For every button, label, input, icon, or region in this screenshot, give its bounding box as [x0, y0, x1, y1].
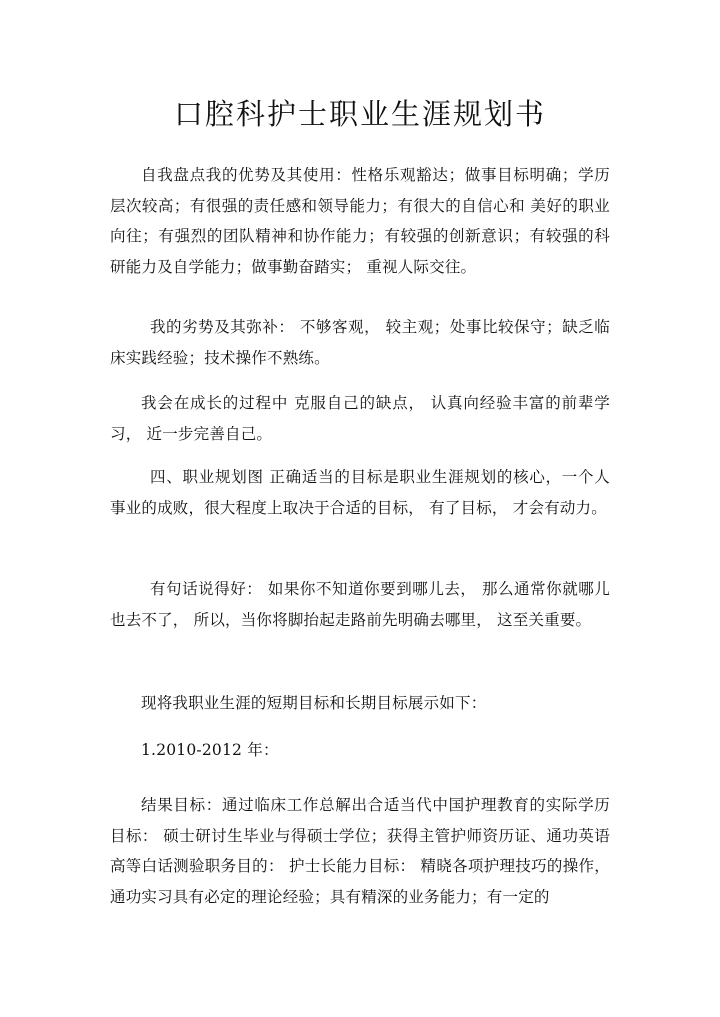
paragraph-period-heading: 1.2010-2012 年：: [141, 741, 279, 759]
paragraph-saying: 有句话说得好： 如果你不知道你要到哪儿去， 那么通常你就哪儿也去不了， 所以，当你将脚抬起走路前先明确去哪里， 这至关重要。: [110, 580, 610, 629]
paragraph-strengths: 自我盘点我的优势及其使用：性格乐观豁达；做事目标明确；学历层次较高；有很强的责任感和领导能力；有很大的自信心和 美好的职业向往；有强烈的团队精神和协作能力；有较强的创新意识；有较强的科研能力及自学能力；做事勤奋踏实； 重视人际交往。: [110, 166, 610, 276]
paragraph-weaknesses: 我的劣势及其弥补： 不够客观， 较主观；处事比较保守；缺乏临床实践经验；技术操作不熟练。: [110, 318, 610, 367]
paragraph-improvement: 我会在成长的过程中 克服自己的缺点， 认真向经验丰富的前辈学习， 近一步完善自己。: [110, 394, 610, 443]
paragraph-result-goals: 结果目标：通过临床工作总解出合适当代中国护理教育的实际学历目标： 硕士研讨生毕业与得硕士学位；获得主管护师资历证、通功英语高等白话测验职务目的： 护士长能力目标： 精晓各项护理技巧的操作，通功实习具有必定的理论经验；具有精深的业务能力；有一定的: [110, 796, 610, 906]
paragraph-career-plan: 四、职业规划图 正确适当的目标是职业生涯规划的核心，一个人事业的成败，很大程度上取决于合适的目标， 有了目标， 才会有动力。: [110, 468, 610, 517]
document-title: 口腔科护士职业生涯规划书: [173, 97, 546, 131]
paragraph-goals-intro: 现将我职业生涯的短期目标和长期目标展示如下：: [141, 694, 487, 712]
